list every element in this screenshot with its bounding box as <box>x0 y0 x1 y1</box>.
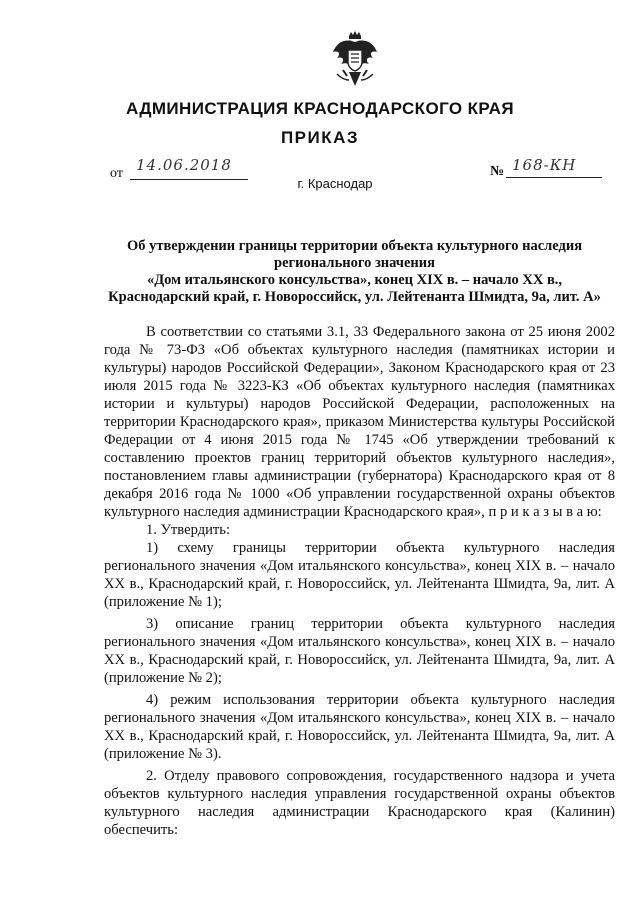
item-1-3: 3) описание границ территории объекта культурного наследия регионального значения «Дом итальянского консульства», конец XIX в. – начало XX в., Краснодарский край, г. Новороссийск, ул. Лейтенанта Шмидта, 9а, лит. А (приложение № 2); <box>104 616 615 686</box>
preamble-paragraph: В соответствии со статьями 3.1, 33 Федерального закона от 25 июня 2002 года № 73-ФЗ «Об объектах культурного наследия (памятниках истории и культуры) народов Российской Федерации», Законом Краснодарского края от 23 июля 2015 года № 3223-КЗ «Об объектах культурного наследия (памятниках истории и культуры) народов Российской Федерации, расположенных на территории Краснодарского края», приказом Министерства культуры Российской Федерации от 4 июня 2015 года № 1745 «Об утверждении требований к составлению проектов границ территорий объектов культурного наследия», постановлением главы администрации (губернатора) Краснодарского края от 8 декабря 2016 года № 1000 «Об управлении государственной охраны объектов культурного наследия администрации Краснодарского края», п р и к а з ы в а ю: <box>104 324 615 520</box>
city-label: г. Краснодар <box>297 176 373 191</box>
organization-title: АДМИНИСТРАЦИЯ КРАСНОДАРСКОГО КРАЯ <box>126 99 514 118</box>
title-line: Краснодарский край, г. Новороссийск, ул. Лейтенанта Шмидта, 9а, лит. А» <box>108 289 601 305</box>
handwritten-number: 168-КН <box>512 156 577 174</box>
title-line: регионального значения <box>274 255 435 271</box>
item-1-4: 4) режим использования территории объекта культурного наследия регионального значения «Дом итальянского консульства», конец XIX в. – начало XX в., Краснодарский край, г. Новороссийск, ул. Лейтенанта Шмидта, 9а, лит. А (приложение № 3). <box>104 692 615 762</box>
item-1: 1. Утвердить: <box>146 522 231 538</box>
title-line: Об утверждении границы территории объекта культурного наследия <box>126 238 583 254</box>
order-body <box>104 323 615 839</box>
item-2: 2. Отделу правового сопровождения, государственного надзора и учета объектов культурного наследия управления государственной охраны объектов культурного наследия администрации Краснодарского края (Калинин) обеспечить: <box>104 768 615 838</box>
document-type: ПРИКАЗ <box>280 128 360 147</box>
from-label: от <box>110 166 123 181</box>
title-line: «Дом итальянского консульства», конец XIX в. – начало XX в., <box>146 272 563 288</box>
item-1-1: 1) схему границы территории объекта культурного наследия регионального значения «Дом итальянского консульства», конец XIX в. – начало XX в., Краснодарский край, г. Новороссийск, ул. Лейтенанта Шмидта, 9а, лит. А (приложение № 1); <box>104 540 615 610</box>
handwritten-date: 14.06.2018 <box>136 156 232 174</box>
krasnodar-coat-of-arms-icon <box>331 30 379 90</box>
number-label: № <box>490 164 505 179</box>
order-title <box>92 238 617 306</box>
